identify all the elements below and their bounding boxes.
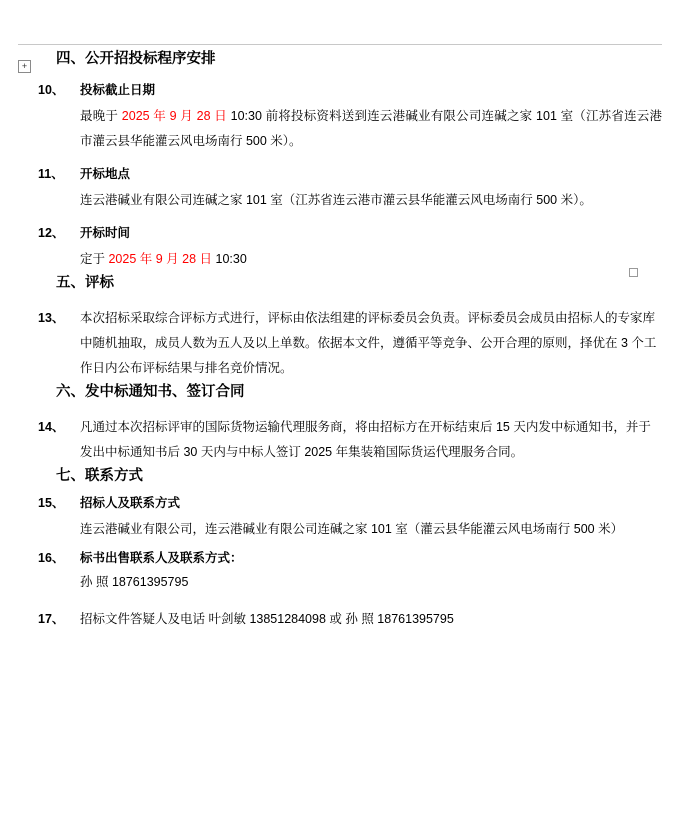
item-title: 开标地点	[80, 167, 131, 181]
list-item	[18, 80, 662, 100]
body-text-post: 10:30	[212, 252, 247, 266]
item-number: 17、	[38, 612, 65, 626]
document-body	[18, 48, 662, 632]
item-number: 11、	[38, 167, 64, 181]
body-text-pre: 最晚于	[80, 109, 122, 123]
item-body: 招标文件答疑人及电话 叶剑敏 13851284098 或 孙 照 18761395795	[80, 612, 454, 626]
highlighted-date: 2025 年 9 月 28 日	[121, 109, 227, 123]
item-body: 连云港碱业有限公司，连云港碱业有限公司连碱之家 101 室（灌云县华能灌云风电场南行 500 米）	[80, 522, 624, 536]
section-heading-6: 六、发中标通知书、签订合同	[56, 384, 245, 400]
item-title: 招标人及联系方式	[80, 496, 181, 510]
item-number: 16、	[38, 551, 65, 565]
item-title: 投标截止日期	[80, 83, 156, 97]
list-item	[18, 306, 662, 381]
item-body: 凡通过本次招标评审的国际货物运输代理服务商，将由招标方在开标结束后 15 天内发中标通知书，并于发出中标通知书后 30 天内与中标人签订 2025 年集装箱国际货运代理服务合同。	[80, 420, 651, 459]
item-title: 开标时间	[80, 226, 131, 240]
body-text-pre: 连云港碱业有限公司连碱之家 101 室（江苏省连云港市灌云县华能灌云风电场南行 500 米）。	[80, 193, 592, 207]
item-number: 10、	[38, 83, 65, 97]
item-body	[18, 247, 662, 272]
list-item	[18, 223, 662, 243]
list-item	[18, 548, 662, 568]
list-item	[18, 493, 662, 513]
item-title: 标书出售联系人及联系方式：	[80, 551, 243, 565]
item-body	[18, 104, 662, 154]
section-heading-4: 四、公开招投标程序安排	[56, 51, 216, 67]
body-text-post: 10:30 前将投标资料送到连云港碱业有限公司连碱之家 101 室（江苏省连云港市灌云县华能灌云风电场南行 500 米）。	[80, 109, 662, 148]
body-text-pre: 定于	[80, 252, 109, 266]
page-top-rule	[18, 44, 662, 45]
contact-line: 孙 照 18761395795	[80, 575, 189, 589]
list-item	[18, 164, 662, 184]
list-item	[18, 415, 662, 465]
item-number: 15、	[38, 496, 65, 510]
item-number: 13、	[38, 311, 65, 325]
section-heading-7: 七、联系方式	[56, 468, 143, 484]
item-body: 本次招标采取综合评标方式进行，评标由依法组建的评标委员会负责。评标委员会成员由招标人的专家库中随机抽取，成员人数为五人及以上单数。依据本文件，遵循平等竞争、公开合理的原则，择优在 3 个工作日内公布评标结果与排名竞价情况。	[80, 311, 657, 375]
item-body	[18, 188, 662, 213]
outline-expand-icon[interactable]: +	[18, 60, 31, 73]
item-number: 14、	[38, 420, 65, 434]
list-item	[18, 607, 662, 632]
section-heading-5: 五、评标	[56, 275, 114, 291]
highlighted-date: 2025 年 9 月 28 日	[108, 252, 213, 266]
item-number: 12、	[38, 226, 65, 240]
